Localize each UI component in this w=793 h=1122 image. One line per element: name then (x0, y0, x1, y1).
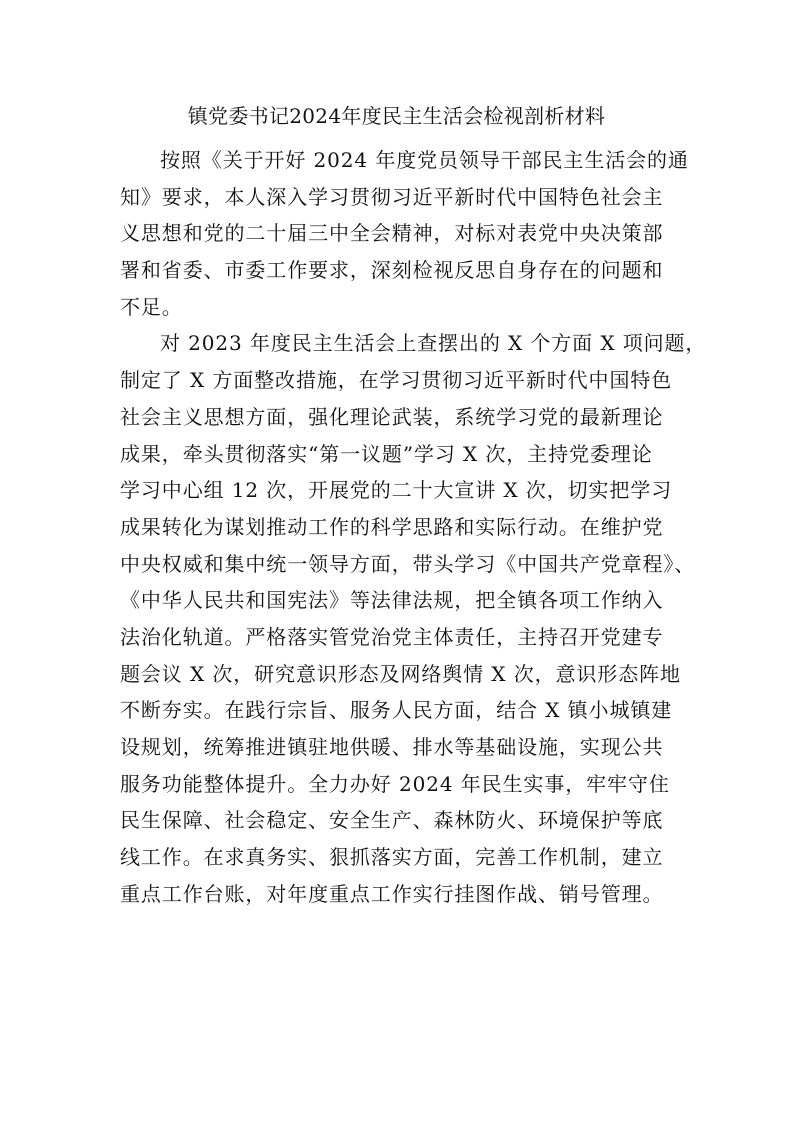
text-line: 重点工作台账，对年度重点工作实行挂图作战、销号管理。 (120, 881, 664, 906)
text-line: 学习中心组 12 次，开展党的二十大宣讲 X 次，切实把学习 (120, 478, 673, 503)
paragraph-2 (120, 325, 707, 912)
text-line: 法治化轨道。严格落实管党治党主体责任，主持召开党建专 (120, 624, 664, 649)
text-line: 不足。 (120, 294, 183, 319)
text-line: 民生保障、社会稳定、安全生产、森林防火、环境保护等底 (120, 808, 664, 833)
text-line: 按照《关于开好 2024 年度党员领导干部民主生活会的通 (160, 148, 689, 172)
text-line: 线工作。在求真务实、狠抓落实方面，完善工作机制，建立 (120, 845, 664, 870)
paragraph-1 (120, 142, 689, 325)
text-line: 不断夯实。在践行宗旨、服务人民方面，结合 X 镇小城镇建 (120, 698, 673, 723)
text-line: 社会主义思想方面，强化理论武装，系统学习党的最新理论 (120, 404, 664, 429)
text-line: 中央权威和集中统一领导方面，带头学习《中国共产党章程》、 (120, 551, 696, 576)
text-line: 设规划，统筹推进镇驻地供暖、排水等基础设施，实现公共 (120, 735, 664, 759)
text-line: 知》要求，本人深入学习贯彻习近平新时代中国特色社会主 (120, 184, 664, 209)
text-line: 制定了 X 方面整改措施，在学习贯彻习近平新时代中国特色 (120, 368, 673, 393)
document-title: 镇党委书记2024年度民主生活会检视剖析材料 (187, 104, 606, 128)
text-line: 《中华人民共和国宪法》等法律法规，把全镇各项工作纳入 (120, 588, 664, 613)
document-body (120, 142, 707, 912)
text-line: 署和省委、市委工作要求，深刻检视反思自身存在的问题和 (120, 258, 664, 283)
text-line: 成果转化为谋划推动工作的科学思路和实际行动。在维护党 (120, 514, 664, 539)
text-line: 题会议 X 次，研究意识形态及网络舆情 X 次，意识形态阵地 (120, 661, 681, 686)
text-line: 义思想和党的二十届三中全会精神，对标对表党中央决策部 (120, 221, 664, 246)
text-line: 成果，牵头贯彻落实“第一议题”学习 X 次，主持党委理论 (120, 441, 653, 466)
text-line: 服务功能整体提升。全力办好 2024 年民生实事，牢牢守住 (120, 771, 670, 796)
text-line: 对 2023 年度民主生活会上查摆出的 X 个方面 X 项问题， (160, 331, 707, 356)
